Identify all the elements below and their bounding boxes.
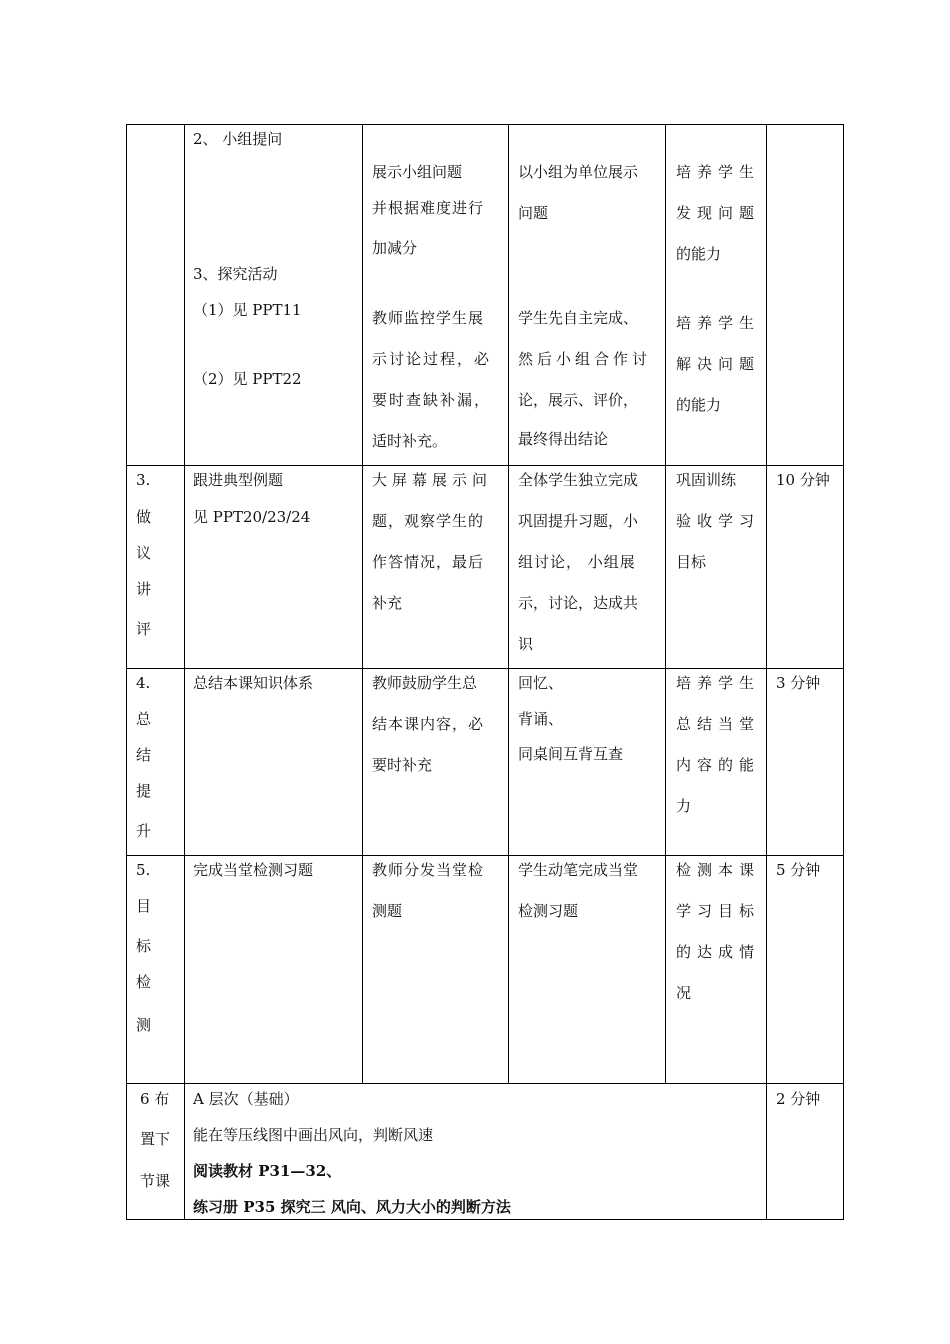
cell-text: 的能力 (676, 245, 722, 263)
cell-text: 适时补充。 (372, 432, 448, 450)
cell-text: 大屏幕展示问 (372, 471, 493, 489)
cell-text: 背诵、 (518, 710, 564, 728)
cell-text: 6 布 (140, 1090, 170, 1108)
cell-text: （1）见 PPT11 (193, 301, 302, 319)
cell-text: 发现问题 (676, 204, 761, 222)
cell-text: 力 (676, 797, 692, 815)
cell-text: 评 (136, 620, 152, 638)
cell-text: 节课 (140, 1172, 171, 1190)
cell-text: 总结当堂 (676, 715, 761, 733)
cell-text: 示，讨论，达成共 (518, 594, 639, 612)
table-border-right (843, 124, 844, 1220)
cell-text: 做 (136, 508, 152, 526)
cell-text: 结本课内容，必 (372, 715, 485, 733)
cell-text: 2 分钟 (776, 1090, 821, 1108)
cell-text: 要时补充 (372, 756, 433, 774)
cell-text: 能在等压线图中画出风向，判断风速 (193, 1126, 434, 1144)
row-divider (126, 1083, 844, 1084)
cell-text: 见 PPT20/23/24 (193, 508, 311, 526)
cell-text: 提 (136, 782, 152, 800)
cell-text: 测题 (372, 902, 403, 920)
table-border-left (126, 124, 127, 1220)
cell-text: 议 (136, 544, 152, 562)
table-border-top (126, 124, 844, 125)
cell-text: 巩固训练 (676, 471, 737, 489)
cell-text: 测 (136, 1016, 152, 1034)
cell-text: 跟进典型例题 (193, 471, 284, 489)
cell-text: 检测本课 (676, 861, 761, 879)
cell-text: 标 (136, 937, 152, 955)
cell-text: 验收学习 (676, 512, 761, 530)
cell-text: 2、 小组提问 (193, 130, 283, 148)
cell-text: 识 (518, 635, 534, 653)
cell-text: 学习目标 (676, 902, 761, 920)
row-divider (126, 855, 844, 856)
cell-text: 学生先自主完成、 (518, 309, 639, 327)
cell-text: 问题 (518, 204, 549, 222)
cell-text: 然后小组合作讨 (518, 350, 652, 368)
table-border-bottom (126, 1219, 844, 1220)
cell-text: 5. (136, 861, 151, 879)
cell-text: 加减分 (372, 239, 418, 257)
cell-text: 巩固提升习题，小 (518, 512, 639, 530)
cell-text: 组讨论， 小组展 (518, 553, 636, 571)
cell-text: 练习册 P35 探究三 风向、风力大小的判断方法 (193, 1198, 511, 1216)
row-divider (126, 465, 844, 466)
cell-text: 置下 (140, 1130, 171, 1148)
cell-text: 况 (676, 984, 692, 1002)
column-divider (362, 124, 363, 1084)
cell-text: 展示小组问题 (372, 163, 463, 181)
cell-text: 解决问题 (676, 355, 761, 373)
cell-text: 5 分钟 (776, 861, 821, 879)
cell-text: 最终得出结论 (518, 430, 609, 448)
cell-text: 并根据难度进行 (372, 199, 485, 217)
cell-text: 内容的能 (676, 756, 761, 774)
row-divider (126, 668, 844, 669)
cell-text: 培养学生 (676, 674, 761, 692)
cell-text: （2）见 PPT22 (193, 370, 302, 388)
cell-text: 培养学生 (676, 163, 761, 181)
cell-text: A 层次（基础） (193, 1090, 299, 1108)
cell-text: 3. (136, 471, 151, 489)
cell-text: 10 分钟 (776, 471, 830, 489)
cell-text: 阅读教材 P31—32、 (193, 1162, 342, 1180)
column-divider (184, 124, 185, 1220)
cell-text: 的达成情 (676, 943, 761, 961)
cell-text: 目标 (676, 553, 707, 571)
cell-text: 总 (136, 710, 152, 728)
cell-text: 以小组为单位展示 (518, 163, 639, 181)
cell-text: 要时查缺补漏， (372, 391, 492, 409)
cell-text: 回忆、 (518, 674, 564, 692)
cell-text: 作答情况，最后 (372, 553, 485, 571)
cell-text: 升 (136, 822, 152, 840)
cell-text: 全体学生独立完成 (518, 471, 639, 489)
column-divider (766, 124, 767, 1220)
cell-text: 目 (136, 897, 152, 915)
cell-text: 培养学生 (676, 314, 761, 332)
cell-text: 3 分钟 (776, 674, 821, 692)
column-divider (508, 124, 509, 1084)
cell-text: 3、探究活动 (193, 265, 278, 283)
cell-text: 教师分发当堂检 (372, 861, 485, 879)
cell-text: 讲 (136, 580, 152, 598)
cell-text: 检测习题 (518, 902, 579, 920)
cell-text: 示讨论过程，必 (372, 350, 492, 368)
cell-text: 补充 (372, 594, 403, 612)
cell-text: 检 (136, 973, 152, 991)
cell-text: 学生动笔完成当堂 (518, 861, 639, 879)
cell-text: 同桌间互背互查 (518, 745, 624, 763)
cell-text: 教师鼓励学生总 (372, 674, 478, 692)
cell-text: 4. (136, 674, 151, 692)
cell-text: 论，展示、评价， (518, 391, 639, 409)
cell-text: 题，观察学生的 (372, 512, 485, 530)
cell-text: 完成当堂检测习题 (193, 861, 314, 879)
cell-text: 总结本课知识体系 (193, 674, 314, 692)
cell-text: 结 (136, 746, 152, 764)
column-divider (665, 124, 666, 1084)
cell-text: 教师监控学生展 (372, 309, 485, 327)
cell-text: 的能力 (676, 396, 722, 414)
